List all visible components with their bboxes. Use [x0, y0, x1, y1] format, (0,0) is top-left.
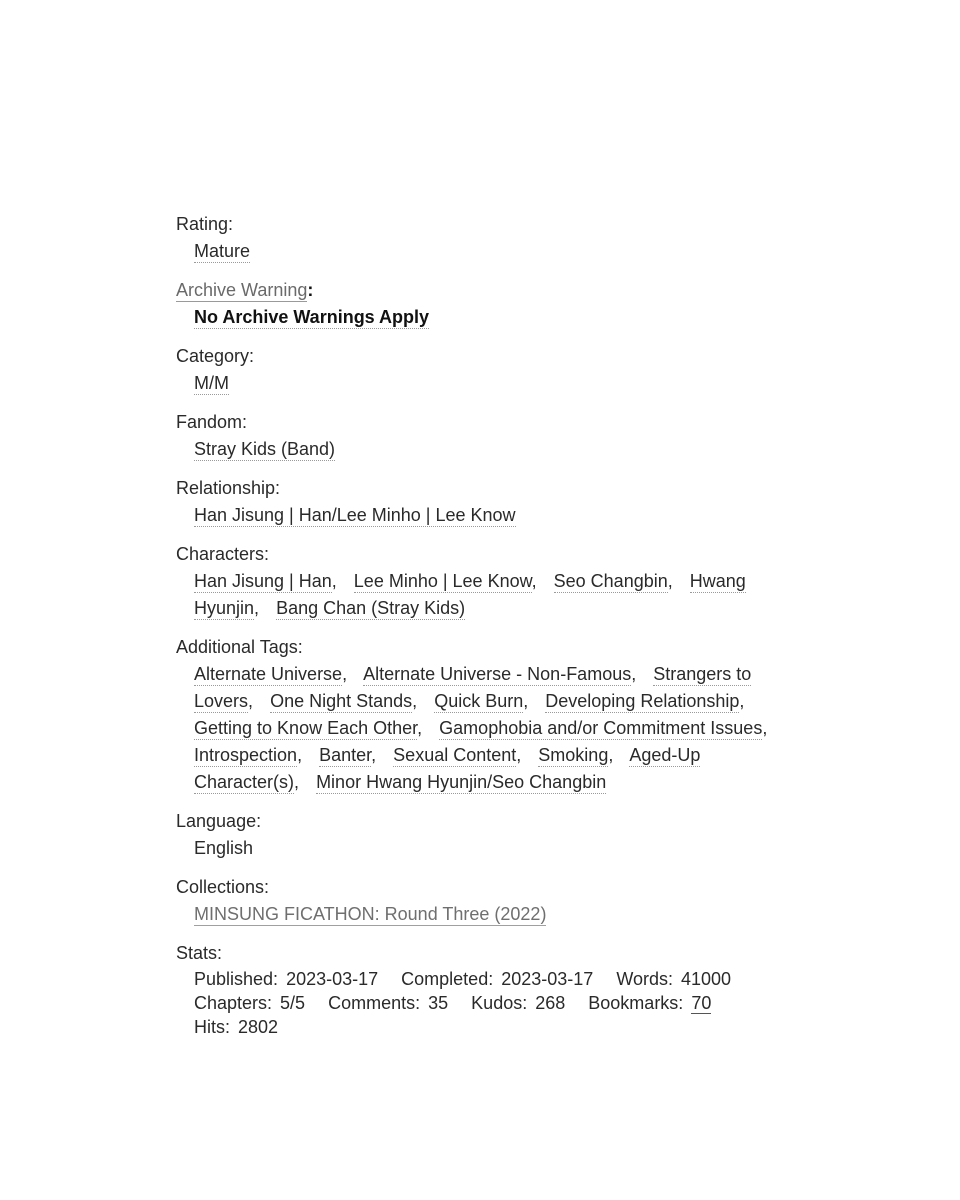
stat-completed: Completed: 2023-03-17 — [401, 969, 594, 989]
character-tag[interactable]: Lee Minho | Lee Know — [353, 571, 532, 591]
work-meta — [176, 213, 796, 1053]
stat-hits: Hits: 2802 — [194, 1017, 279, 1037]
language-group — [176, 810, 796, 862]
freeform-tag[interactable]: One Night Stands — [270, 691, 413, 711]
freeform-tag[interactable]: Developing Relationship — [545, 691, 740, 711]
stat-chapters: Chapters: 5/5 — [194, 993, 306, 1013]
archive-warning-link[interactable]: Archive Warning — [176, 280, 308, 300]
relationship-group — [176, 477, 796, 529]
relationship-label: Relationship: — [176, 478, 281, 498]
fandom-group — [176, 411, 796, 463]
freeform-tag[interactable]: Introspection — [194, 745, 298, 765]
character-tag[interactable]: Bang Chan (Stray Kids) — [276, 598, 466, 618]
additional-tags-group: Additional Tags: Alternate Universe, Alternate Universe - Non-Famous, Strangers to Lovers, One Night Stands, Quick Burn, Developing Relationship, Getting to Know Each Other, Gamophobia and/or Commitment Issues, Introspection, Banter, Sexual Content, Smoking, Aged-Up Character(s), Minor Hwang Hyunjin/Seo Changbin — [176, 636, 796, 796]
category-group — [176, 345, 796, 397]
character-tag[interactable]: Hwang Hyunjin — [194, 571, 746, 618]
stat-published: Published: 2023-03-17 — [194, 969, 379, 989]
relationship-tag[interactable]: Han Jisung | Han/Lee Minho | Lee Know — [194, 505, 516, 525]
stats-label: Stats: — [176, 943, 223, 963]
rating-label: Rating: — [176, 214, 234, 234]
category-tag[interactable]: M/M — [194, 373, 229, 393]
warning-group — [176, 279, 796, 331]
characters-label: Characters: — [176, 544, 270, 564]
stats-group — [176, 942, 796, 1039]
characters-group: Characters: Han Jisung | Han, Lee Minho | Lee Know, Seo Changbin, Hwang Hyunjin, Bang Chan (Stray Kids) — [176, 543, 796, 622]
language-label: Language: — [176, 811, 262, 831]
collections-group — [176, 876, 796, 928]
stats-list — [176, 967, 796, 1039]
freeform-tag[interactable]: Alternate Universe - Non-Famous — [363, 664, 632, 684]
character-tag[interactable]: Seo Changbin — [553, 571, 668, 591]
freeform-tag[interactable]: Alternate Universe — [194, 664, 343, 684]
warning-colon: : — [307, 280, 314, 300]
collection-link[interactable]: MINSUNG FICATHON: Round Three (2022) — [194, 904, 547, 924]
freeform-tag[interactable]: Banter — [319, 745, 372, 765]
freeform-tag[interactable]: Aged-Up Character(s) — [194, 745, 701, 792]
stat-kudos: Kudos: 268 — [471, 993, 566, 1013]
category-label: Category: — [176, 346, 255, 366]
rating-tag[interactable]: Mature — [194, 241, 251, 261]
freeform-tag[interactable]: Strangers to Lovers — [194, 664, 752, 711]
stat-comments: Comments: 35 — [328, 993, 449, 1013]
freeform-tag[interactable]: Getting to Know Each Other — [194, 718, 418, 738]
stat-bookmarks: Bookmarks: 70 — [588, 993, 712, 1013]
fandom-tag[interactable]: Stray Kids (Band) — [194, 439, 336, 459]
collections-label: Collections: — [176, 877, 270, 897]
bookmarks-link[interactable]: 70 — [691, 993, 712, 1013]
warning-tag[interactable]: No Archive Warnings Apply — [194, 307, 430, 327]
language-value: English — [194, 838, 254, 858]
freeform-tag[interactable]: Gamophobia and/or Commitment Issues — [439, 718, 763, 738]
freeform-tag[interactable]: Quick Burn — [434, 691, 524, 711]
freeform-tag[interactable]: Sexual Content — [393, 745, 517, 765]
rating-group — [176, 213, 796, 265]
freeform-tag[interactable]: Minor Hwang Hyunjin/Seo Changbin — [316, 772, 607, 792]
freeform-tag[interactable]: Smoking — [538, 745, 609, 765]
character-tag[interactable]: Han Jisung | Han — [194, 571, 332, 591]
stat-words: Words: 41000 — [616, 969, 732, 989]
fandom-label: Fandom: — [176, 412, 248, 432]
additional-tags-label: Additional Tags: — [176, 637, 303, 657]
